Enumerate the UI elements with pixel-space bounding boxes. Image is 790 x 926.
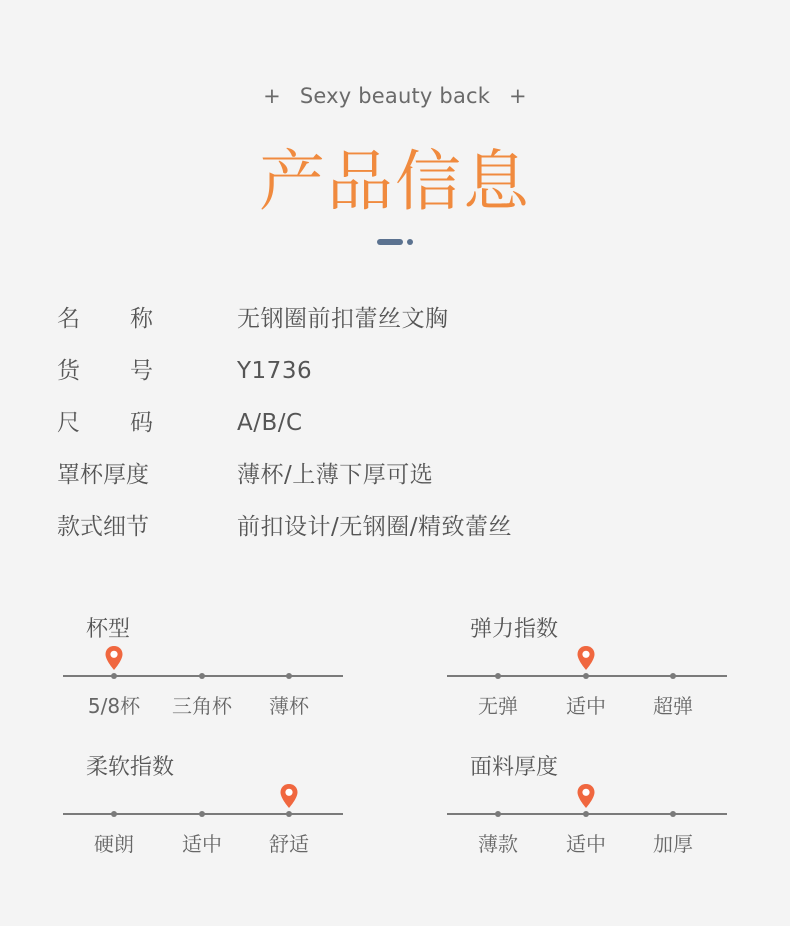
scale-tick <box>583 811 589 817</box>
divider-bar <box>377 239 403 245</box>
info-row-cup-thickness <box>0 455 790 495</box>
scale-option: 适中 <box>566 832 606 856</box>
info-row-style-details <box>0 507 790 547</box>
scale-tick <box>199 673 205 679</box>
scale-option: 超弹 <box>653 694 693 718</box>
scale-tick <box>111 811 117 817</box>
map-pin-icon <box>279 783 299 809</box>
map-pin-icon <box>104 645 124 671</box>
info-label: 名称 <box>57 306 153 332</box>
scale-option: 薄款 <box>478 832 518 856</box>
scale-tick <box>495 673 501 679</box>
scale-tick <box>286 673 292 679</box>
page-title: 产品信息 <box>259 143 531 220</box>
scale-softness <box>63 753 363 856</box>
scale-tick <box>583 673 589 679</box>
info-value: A/B/C <box>237 410 303 436</box>
scale-elasticity <box>447 615 747 718</box>
scale-tick <box>670 673 676 679</box>
scale-title: 弹力指数 <box>470 617 559 642</box>
plus-icon-right: + <box>509 84 527 108</box>
scale-tick <box>495 811 501 817</box>
scale-title: 柔软指数 <box>86 755 175 780</box>
info-label: 货号 <box>57 358 153 384</box>
scale-option: 适中 <box>182 832 222 856</box>
scale-option: 适中 <box>566 694 606 718</box>
section-subtitle <box>0 84 790 108</box>
map-pin-icon <box>576 783 596 809</box>
scale-cup-type <box>63 615 363 718</box>
divider-dot <box>407 239 413 245</box>
subtitle-text: Sexy beauty back <box>299 84 491 108</box>
info-value: Y1736 <box>237 358 313 384</box>
scale-tick <box>199 811 205 817</box>
scale-option: 加厚 <box>653 832 693 856</box>
info-row-name <box>0 299 790 339</box>
plus-icon-left: + <box>263 84 281 108</box>
info-label: 尺码 <box>57 410 153 436</box>
scale-option: 舒适 <box>269 832 309 856</box>
info-row-size <box>0 403 790 443</box>
info-value: 薄杯/上薄下厚可选 <box>237 462 434 488</box>
scale-option: 无弹 <box>478 694 518 718</box>
scale-option: 薄杯 <box>269 694 309 718</box>
scale-fabric-thickness <box>447 753 747 856</box>
scale-tick <box>670 811 676 817</box>
title-divider <box>377 239 417 245</box>
scale-option: 三角杯 <box>172 694 232 718</box>
scale-title: 杯型 <box>86 617 131 642</box>
info-label: 款式细节 <box>57 514 149 540</box>
scale-option: 5/8杯 <box>87 694 141 718</box>
scale-tick <box>111 673 117 679</box>
info-value: 前扣设计/无钢圈/精致蕾丝 <box>237 514 512 540</box>
map-pin-icon <box>576 645 596 671</box>
info-value: 无钢圈前扣蕾丝文胸 <box>237 306 449 332</box>
scale-tick <box>286 811 292 817</box>
info-label: 罩杯厚度 <box>57 462 149 488</box>
scale-title: 面料厚度 <box>470 755 559 780</box>
scale-option: 硬朗 <box>94 832 134 856</box>
info-row-item-number <box>0 351 790 391</box>
